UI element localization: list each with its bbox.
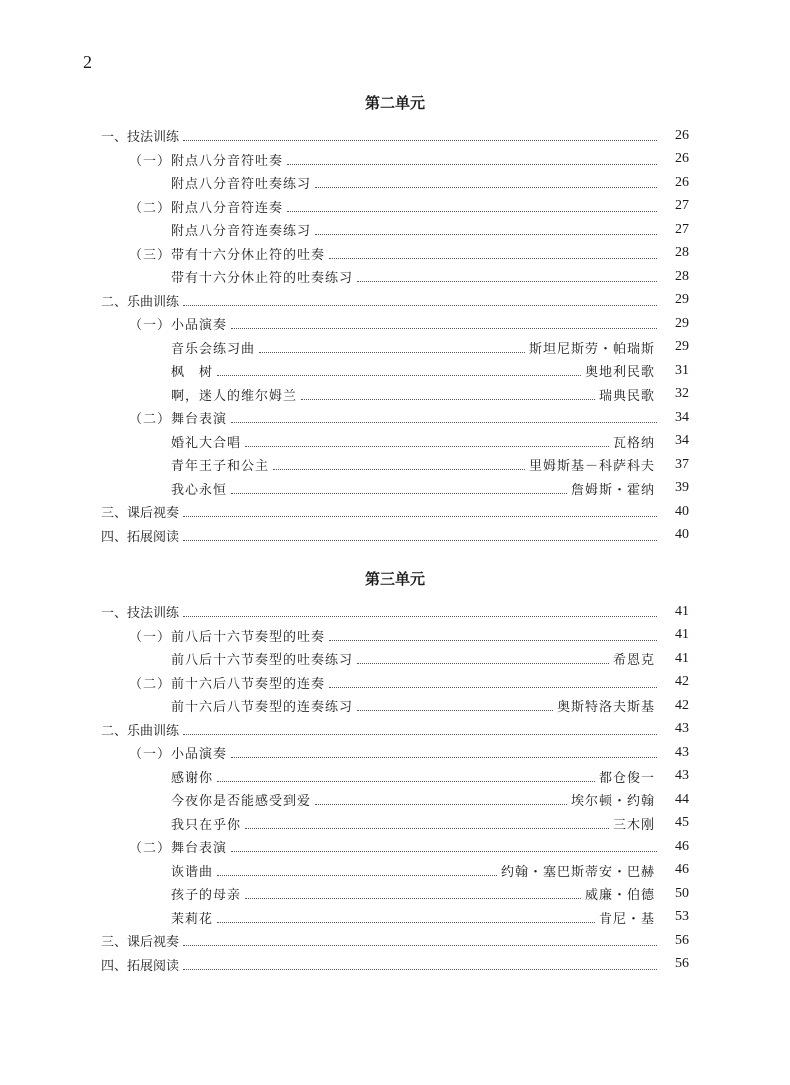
dot-leader [217,375,581,376]
toc-entry-title: 茉莉花 [171,911,214,927]
toc-entry-author: 奥地利民歌 [584,365,655,381]
toc-entry[interactable] [0,812,790,836]
toc-entry-title: 前十六后八节奏型的连奏练习 [171,700,354,716]
toc-entry-page: 46 [675,838,689,854]
dot-leader [217,875,497,876]
dot-leader [315,804,567,805]
toc-entry-page: 43 [675,721,689,737]
dot-leader [357,710,553,711]
toc-entry-author: 里姆斯基－科萨科夫 [528,459,655,475]
dot-leader [183,969,657,970]
toc-entry[interactable] [0,430,790,454]
toc-entry[interactable] [0,647,790,671]
dot-leader [357,663,609,664]
toc-entry-page: 53 [675,909,689,925]
toc-entry-page: 31 [675,362,689,378]
toc-entry-title: 婚礼大合唱 [171,435,242,451]
toc-entry[interactable] [0,453,790,477]
toc-entry-title: 四、拓展阅读 [101,528,180,544]
toc-entry-page: 43 [675,768,689,784]
toc-entry[interactable] [0,671,790,695]
toc-entry[interactable] [0,624,790,648]
toc-entry[interactable] [0,383,790,407]
toc-entry[interactable] [0,148,790,172]
toc-entry[interactable] [0,359,790,383]
toc-entry-page: 40 [675,503,689,519]
toc-entry-author: 瑞典民歌 [598,388,655,404]
toc-entry-title: 诙谐曲 [171,864,214,880]
toc-entry-title: 我心永恒 [171,482,228,498]
toc-entry-page: 42 [675,697,689,713]
toc-entry[interactable] [0,406,790,430]
dot-leader [245,898,581,899]
toc-entry-author: 威廉・伯德 [584,888,655,904]
dot-leader [183,305,657,306]
toc-entry-page: 45 [675,815,689,831]
toc-entry-page: 29 [675,315,689,331]
toc-entry-title: （三）带有十六分休止符的吐奏 [129,247,326,263]
toc-entry-title: 四、拓展阅读 [101,957,180,973]
toc-entry-title: 附点八分音符连奏练习 [171,224,312,240]
toc-entry-title: （一）前八后十六节奏型的吐奏 [129,629,326,645]
dot-leader [259,352,525,353]
toc-entry-page: 34 [675,409,689,425]
toc-entry-page: 39 [675,480,689,496]
toc-entry[interactable] [0,312,790,336]
toc-entry-page: 26 [675,151,689,167]
dot-leader [183,540,657,541]
toc-entry-page: 32 [675,386,689,402]
dot-leader [217,781,595,782]
toc-entry[interactable] [0,741,790,765]
toc-entry-page: 29 [675,339,689,355]
toc-entry-title: 一、技法训练 [101,129,180,145]
toc-entry-title: 今夜你是否能感受到爱 [171,794,312,810]
toc-entry-title: 我只在乎你 [171,817,242,833]
toc-entry-title: 带有十六分休止符的吐奏练习 [171,271,354,287]
toc-entry-title: 三、课后视奏 [101,934,180,950]
toc-list [0,124,790,547]
toc-entry-author: 埃尔顿・约翰 [570,794,655,810]
toc-entry-title: 附点八分音符吐奏练习 [171,177,312,193]
toc-entry-author: 约翰・塞巴斯蒂安・巴赫 [500,864,655,880]
dot-leader [287,164,657,165]
toc-entry-title: 二、乐曲训练 [101,722,180,738]
toc-entry[interactable] [0,336,790,360]
toc-entry-title: （二）舞台表演 [129,412,228,428]
toc-entry[interactable] [0,171,790,195]
toc-entry-title: 前八后十六节奏型的吐奏练习 [171,653,354,669]
dot-leader [329,258,657,259]
toc-entry-author: 瓦格纳 [612,435,655,451]
toc-entry-page: 50 [675,885,689,901]
toc-entry[interactable] [0,718,790,742]
dot-leader [231,493,567,494]
toc-entry-page: 26 [675,127,689,143]
dot-leader [231,757,657,758]
dot-leader [231,328,657,329]
dot-leader [301,399,595,400]
toc-entry-title: （一）小品演奏 [129,318,228,334]
toc-entry-page: 56 [675,932,689,948]
dot-leader [329,640,657,641]
toc-entry[interactable] [0,242,790,266]
toc-entry-page: 40 [675,527,689,543]
toc-entry-author: 希恩克 [612,653,655,669]
dot-leader [315,234,657,235]
unit-title: 第二单元 [364,94,425,112]
toc-entry[interactable] [0,477,790,501]
toc-entry-title: （一）小品演奏 [129,747,228,763]
toc-entry-page: 41 [675,650,689,666]
dot-leader [183,616,657,617]
dot-leader [183,140,657,141]
toc-entry-title: （二）附点八分音符连奏 [129,200,284,216]
toc-entry[interactable] [0,835,790,859]
dot-leader [329,687,657,688]
dot-leader [183,945,657,946]
dot-leader [217,922,595,923]
toc-entry-title: （二）舞台表演 [129,841,228,857]
toc-entry-title: 枫 树 [171,365,214,381]
toc-entry-title: 青年王子和公主 [171,459,270,475]
toc-entry-author: 肯尼・基 [598,911,655,927]
toc-entry[interactable] [0,765,790,789]
toc-entry[interactable] [0,906,790,930]
toc-entry-title: 感谢你 [171,770,214,786]
toc-entry-title: 孩子的母亲 [171,888,242,904]
toc-entry-page: 41 [675,603,689,619]
dot-leader [245,446,609,447]
toc-entry[interactable] [0,953,790,977]
dot-leader [183,516,657,517]
toc-entry-page: 27 [675,198,689,214]
toc-entry-page: 43 [675,744,689,760]
toc-entry[interactable] [0,218,790,242]
toc-entry-author: 三木刚 [612,817,655,833]
toc-entry-page: 26 [675,174,689,190]
toc-entry-page: 56 [675,956,689,972]
toc-entry-title: 一、技法训练 [101,605,180,621]
dot-leader [231,422,657,423]
toc-entry[interactable] [0,600,790,624]
unit-title: 第三单元 [364,570,425,588]
page-number: 2 [83,52,92,72]
toc-entry-page: 28 [675,268,689,284]
toc-entry-page: 27 [675,221,689,237]
toc-entry-page: 37 [675,456,689,472]
toc-entry[interactable] [0,788,790,812]
toc-entry[interactable] [0,882,790,906]
toc-entry[interactable] [0,524,790,548]
toc-entry-title: 三、课后视奏 [101,505,180,521]
dot-leader [287,211,657,212]
dot-leader [315,187,657,188]
dot-leader [273,469,525,470]
dot-leader [357,281,657,282]
dot-leader [231,851,657,852]
unit-section [0,564,790,976]
toc-entry[interactable] [0,289,790,313]
toc-entry-page: 28 [675,245,689,261]
toc-entry-title: 音乐会练习曲 [171,341,256,357]
dot-leader [245,828,609,829]
toc-entry-author: 斯坦尼斯劳・帕瑞斯 [528,341,655,357]
toc-entry-page: 29 [675,292,689,308]
unit-section [0,88,790,547]
toc-entry[interactable] [0,195,790,219]
toc-entry[interactable] [0,265,790,289]
toc-entry-page: 46 [675,862,689,878]
toc-entry[interactable] [0,859,790,883]
toc-entry-page: 41 [675,627,689,643]
toc-entry-title: 啊，迷人的维尔姆兰 [171,388,298,404]
toc-entry[interactable] [0,124,790,148]
toc-entry-page: 34 [675,433,689,449]
toc-entry-page: 44 [675,791,689,807]
toc-entry[interactable] [0,694,790,718]
toc-entry-author: 詹姆斯・霍纳 [570,482,655,498]
dot-leader [183,734,657,735]
toc-entry-title: 二、乐曲训练 [101,293,180,309]
toc-entry-title: （一）附点八分音符吐奏 [129,153,284,169]
toc-entry[interactable] [0,500,790,524]
toc-entry-author: 奥斯特洛夫斯基 [556,700,655,716]
toc-entry-page: 42 [675,674,689,690]
toc-entry[interactable] [0,929,790,953]
toc-entry-title: （二）前十六后八节奏型的连奏 [129,676,326,692]
toc-list [0,600,790,976]
toc-entry-author: 都仓俊一 [598,770,655,786]
